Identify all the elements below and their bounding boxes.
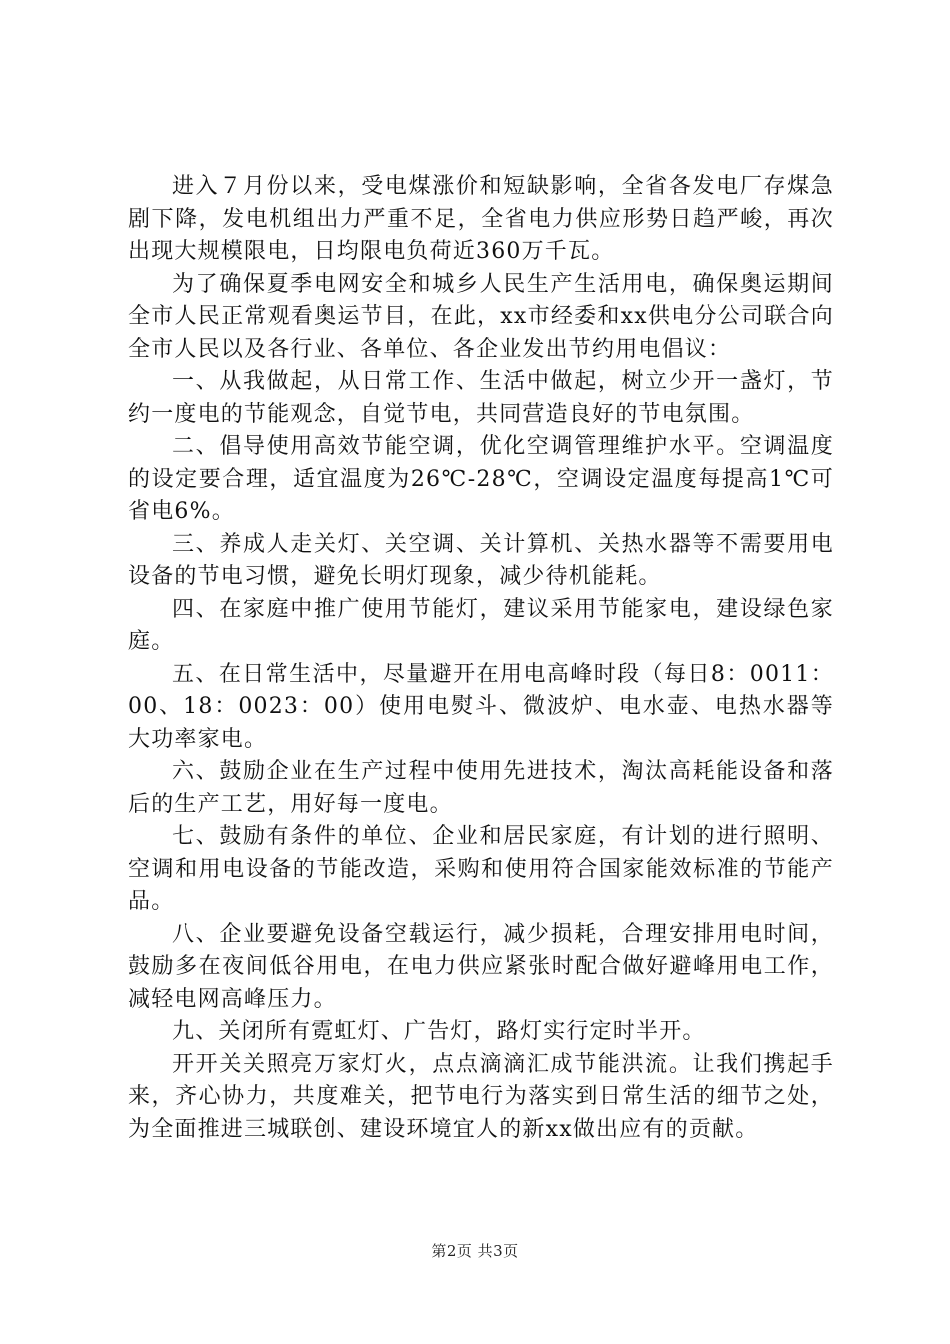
paragraph-item-7: 七、鼓励有条件的单位、企业和居民家庭，有计划的进行照明、空调和用电设备的节能改造，采购和使用符合国家能效标准的节能产品。 bbox=[128, 824, 834, 914]
page-number-label: 第2页 共3页 bbox=[431, 1242, 519, 1260]
paragraph-item-4: 四、在家庭中推广使用节能灯，建议采用节能家电，建设绿色家庭。 bbox=[128, 596, 834, 654]
paragraph-item-2: 二、倡导使用高效节能空调，优化空调管理维护水平。空调温度的设定要合理，适宜温度为26℃-28℃，空调设定温度每提高1℃可省电6%。 bbox=[128, 434, 834, 524]
paragraph-item-5: 五、在日常生活中，尽量避开在用电高峰时段（每日8：0011：00、18：0023：00）使用电熨斗、微波炉、电水壶、电热水器等大功率家电。 bbox=[128, 661, 834, 752]
page-footer bbox=[0, 1240, 950, 1261]
document-body bbox=[128, 171, 834, 1146]
paragraph-item-6: 六、鼓励企业在生产过程中使用先进技术，淘汰高耗能设备和落后的生产工艺，用好每一度电。 bbox=[128, 759, 834, 817]
paragraph-closing: 开开关关照亮万家灯火，点点滴滴汇成节能洪流。让我们携起手来，齐心协力，共度难关，把节电行为落实到日常生活的细节之处，为全面推进三城联创、建设环境宜人的新xx做出应有的贡献。 bbox=[128, 1051, 834, 1142]
paragraph-intro: 进入７月份以来，受电煤涨价和短缺影响，全省各发电厂存煤急剧下降，发电机组出力严重不足，全省电力供应形势日趋严峻，再次出现大规模限电，日均限电负荷近360万千瓦。 bbox=[128, 174, 834, 264]
paragraph-item-1: 一、从我做起，从日常工作、生活中做起，树立少开一盏灯，节约一度电的节能观念，自觉节电，共同营造良好的节电氛围。 bbox=[128, 369, 834, 427]
paragraph-item-9: 九、关闭所有霓虹灯、广告灯，路灯实行定时半开。 bbox=[172, 1019, 706, 1044]
paragraph-item-8: 八、企业要避免设备空载运行，减少损耗，合理安排用电时间，鼓励多在夜间低谷用电，在电力供应紧张时配合做好避峰用电工作，减轻电网高峰压力。 bbox=[128, 921, 834, 1012]
paragraph-proposal: 为了确保夏季电网安全和城乡人民生产生活用电，确保奥运期间全市人民正常观看奥运节目，在此，xx市经委和xx供电分公司联合向全市人民以及各行业、各单位、各企业发出节约用电倡议： bbox=[128, 271, 834, 362]
paragraph-item-3: 三、养成人走关灯、关空调、关计算机、关热水器等不需要用电设备的节电习惯，避免长明灯现象，减少待机能耗。 bbox=[128, 531, 834, 589]
